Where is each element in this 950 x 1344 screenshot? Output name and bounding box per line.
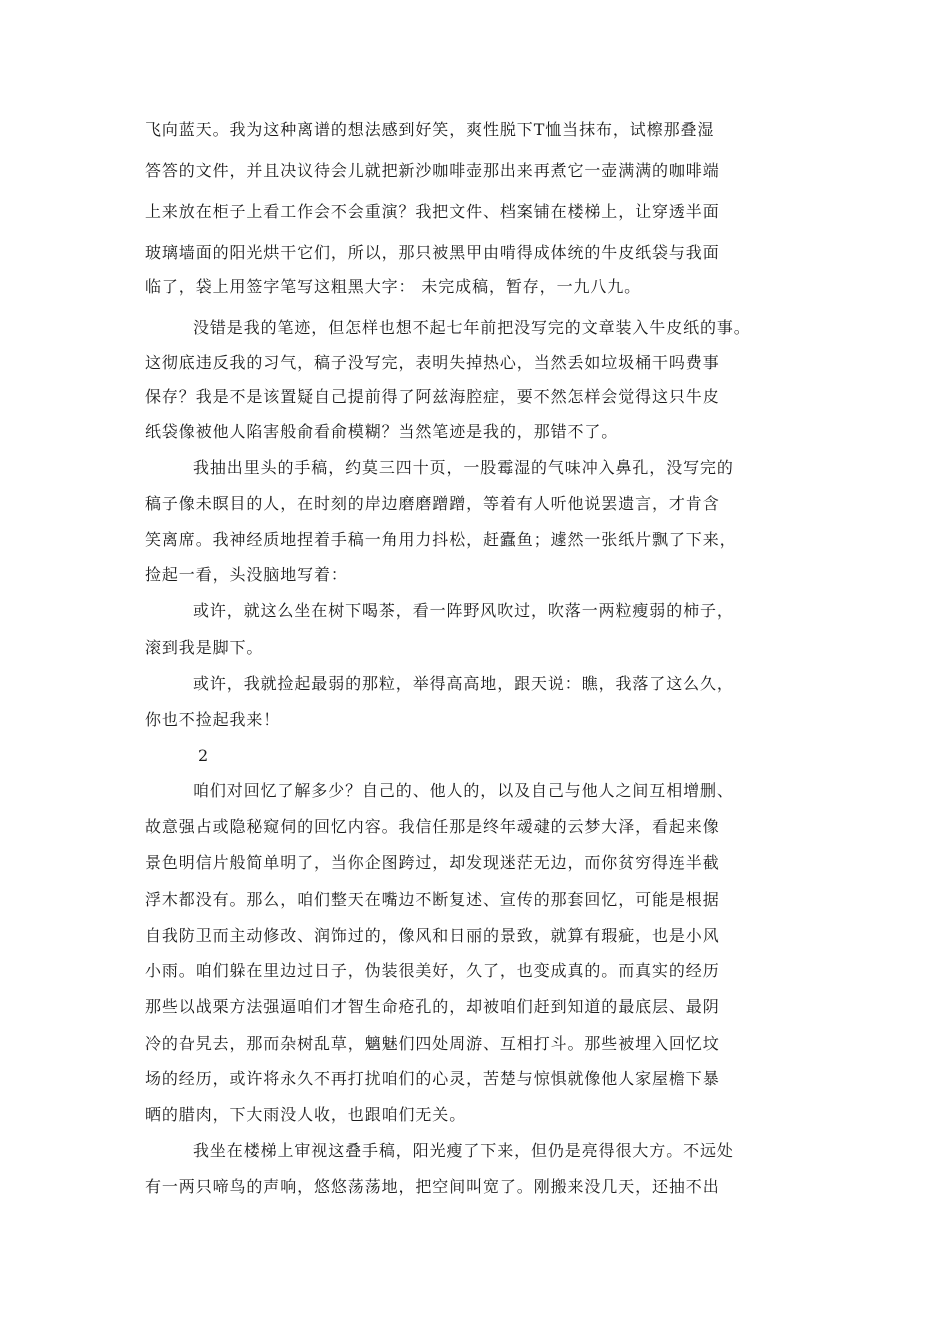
text-line: 上来放在柜子上看工作会不会重演？我把文件、档案铺在楼梯上，让穿透半面 — [145, 202, 720, 221]
text-line: 故意强占或隐秘窥伺的回忆内容。我信任那是终年叆叇的云梦大泽，看起来像 — [145, 817, 720, 836]
text-line: 浮木都没有。那么，咱们整天在嘴边不断复述、宣传的那套回忆，可能是根据 — [145, 890, 720, 909]
text-line: 景色明信片般简单明了，当你企图跨过，却发现迷茫无边，而你贫穷得连半截 — [145, 853, 720, 872]
text-line: 滚到我是脚下。 — [145, 638, 264, 657]
text-line: 小雨。咱们躲在里边过日子，伪装很美好，久了，也变成真的。而真实的经历 — [145, 961, 720, 980]
text-line: 捡起一看，头没脑地写着： — [145, 565, 348, 584]
text-line: 晒的腊肉，下大雨没人收，也跟咱们无关。 — [145, 1105, 467, 1124]
section-number: 2 — [198, 746, 210, 765]
text-line: 答答的文件，并且决议待会儿就把新沙咖啡壶那出来再煮它一壶满满的咖啡端 — [145, 161, 720, 180]
text-line: 临了，袋上用签字笔写这粗黑大字： 未完成稿，暂存，一九八九。 — [145, 277, 642, 296]
text-line: 有一两只啼鸟的声响，悠悠荡荡地，把空间叫宽了。刚搬来没几天，还抽不出 — [145, 1177, 720, 1196]
text-line: 你也不捡起我来！ — [145, 710, 281, 729]
text-line: 纸袋像被他人陷害般俞看俞模糊？当然笔迹是我的，那错不了。 — [145, 422, 619, 441]
text-line: 这彻底违反我的习气，稿子没写完，表明失掉热心，当然丢如垃圾桶干吗费事 — [145, 353, 720, 372]
text-line: 保存？我是不是该置疑自己提前得了阿兹海腔症，要不然怎样会觉得这只牛皮 — [145, 387, 720, 406]
paragraph-first-line: 没错是我的笔迹，但怎样也想不起七年前把没写完的文章装入牛皮纸的事。 — [193, 318, 751, 337]
paragraph-first-line: 咱们对回忆了解多少？自己的、他人的，以及自己与他人之间互相增删、 — [193, 781, 734, 800]
paragraph-first-line: 我抽出里头的手稿，约莫三四十页，一股霉湿的气味冲入鼻孔，没写完的 — [193, 458, 734, 477]
text-line: 那些以战栗方法强逼咱们才智生命疮孔的，却被咱们赶到知道的最底层、最阴 — [145, 997, 720, 1016]
paragraph-first-line: 或许，就这么坐在树下喝茶，看一阵野风吹过，吹落一两粒瘦弱的柿子， — [193, 601, 734, 620]
text-line: 自我防卫而主动修改、润饰过的，像风和日丽的景致，就算有瑕疵，也是小风 — [145, 926, 720, 945]
text-line: 场的经历，或许将永久不再打扰咱们的心灵，苦楚与惊惧就像他人家屋檐下暴 — [145, 1069, 720, 1088]
paragraph-first-line: 或许，我就捡起最弱的那粒，举得高高地，跟天说：瞧，我落了这么久， — [193, 674, 734, 693]
text-line: 稿子像未瞑目的人，在时刻的岸边磨磨蹭蹭，等着有人听他说罢遗言，才肯含 — [145, 494, 720, 513]
text-line: 飞向蓝天。我为这种离谱的想法感到好笑，爽性脱下T恤当抹布，试檫那叠湿 — [145, 120, 715, 139]
text-line: 玻璃墙面的阳光烘干它们，所以，那只被黑甲由啃得成体统的牛皮纸袋与我面 — [145, 243, 720, 262]
text-line: 冷的旮旯去，那而杂树乱草，魑魅们四处周游、互相打斗。那些被埋入回忆坟 — [145, 1034, 720, 1053]
text-line: 笑离席。我神经质地捏着手稿一角用力抖松，赶蠹鱼；遽然一张纸片飘了下来， — [145, 530, 737, 549]
paragraph-first-line: 我坐在楼梯上审视这叠手稿，阳光瘦了下来，但仍是亮得很大方。不远处 — [193, 1141, 734, 1160]
